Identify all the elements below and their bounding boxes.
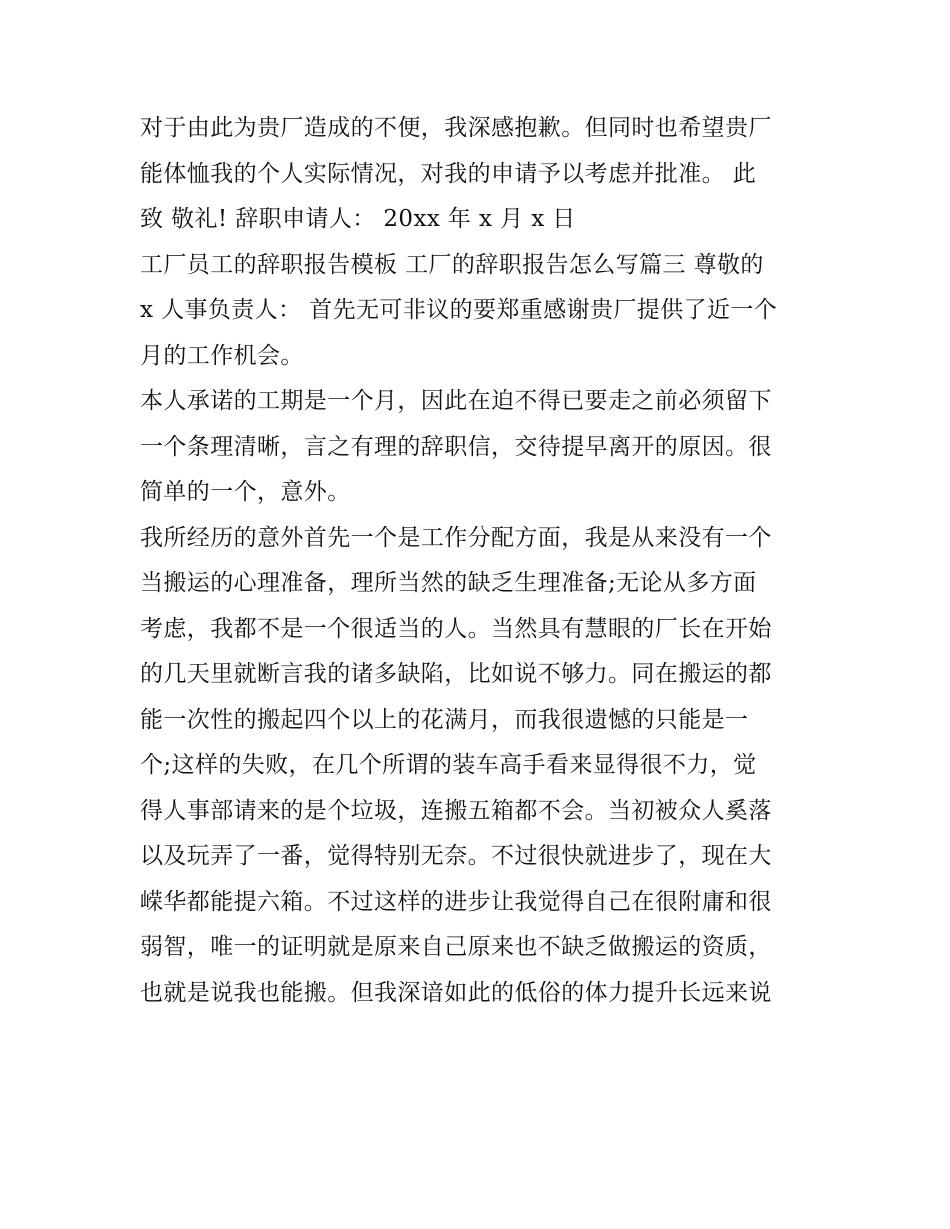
text-line: 能一次性的搬起四个以上的花满月，而我很遗憾的只能是一 <box>140 706 749 733</box>
text-line: 一个条理清晰，言之有理的辞职信，交待提早离开的原因。很 <box>140 433 772 460</box>
text-line: 个;这样的失败，在几个所谓的装车高手看来显得很不力，觉 <box>140 752 757 778</box>
text-line: 考虑，我都不是一个很适当的人。当然具有慧眼的厂长在开始 <box>140 615 772 642</box>
text-line: 当搬运的心理准备，理所当然的缺乏生理准备;无论从多方面 <box>140 570 757 596</box>
text-line: 本人承诺的工期是一个月，因此在迫不得已要走之前必须留下 <box>140 388 772 414</box>
text-line: 我所经历的意外首先一个是工作分配方面，我是从来没有一个 <box>140 524 772 551</box>
document-body <box>140 106 815 1016</box>
text-line: 的几天里就断言我的诸多缺陷，比如说不够力。同在搬运的都 <box>140 661 772 687</box>
text-line: 嵘华都能提六箱。不过这样的进步让我觉得自己在很附庸和很 <box>140 888 772 915</box>
text-line: 月的工作机会。 <box>140 342 304 369</box>
text-line: 工厂员工的辞职报告模板 工厂的辞职报告怎么写篇三 尊敬的 <box>140 251 764 278</box>
text-line: 弱智，唯一的证明就是原来自己原来也不缺乏做搬运的资质， <box>140 934 772 960</box>
text-line: 致 敬礼! 辞职申请人： 20xx 年 x 月 x 日 <box>140 206 576 232</box>
text-line: 以及玩弄了一番，觉得特别无奈。不过很快就进步了，现在大 <box>140 843 772 869</box>
text-line: 得人事部请来的是个垃圾，连搬五箱都不会。当初被众人奚落 <box>140 797 772 824</box>
text-line: x 人事负责人： 首先无可非议的要郑重感谢贵厂提供了近一个 <box>140 297 778 323</box>
text-line: 也就是说我也能搬。但我深谙如此的低俗的体力提升长远来说 <box>140 979 772 1006</box>
text-line: 能体恤我的个人实际情况，对我的申请予以考虑并批准。 此 <box>140 160 757 187</box>
text-line: 简单的一个，意外。 <box>140 479 351 505</box>
text-line: 对于由此为贵厂造成的不便，我深感抱歉。但同时也希望贵厂 <box>140 115 772 141</box>
